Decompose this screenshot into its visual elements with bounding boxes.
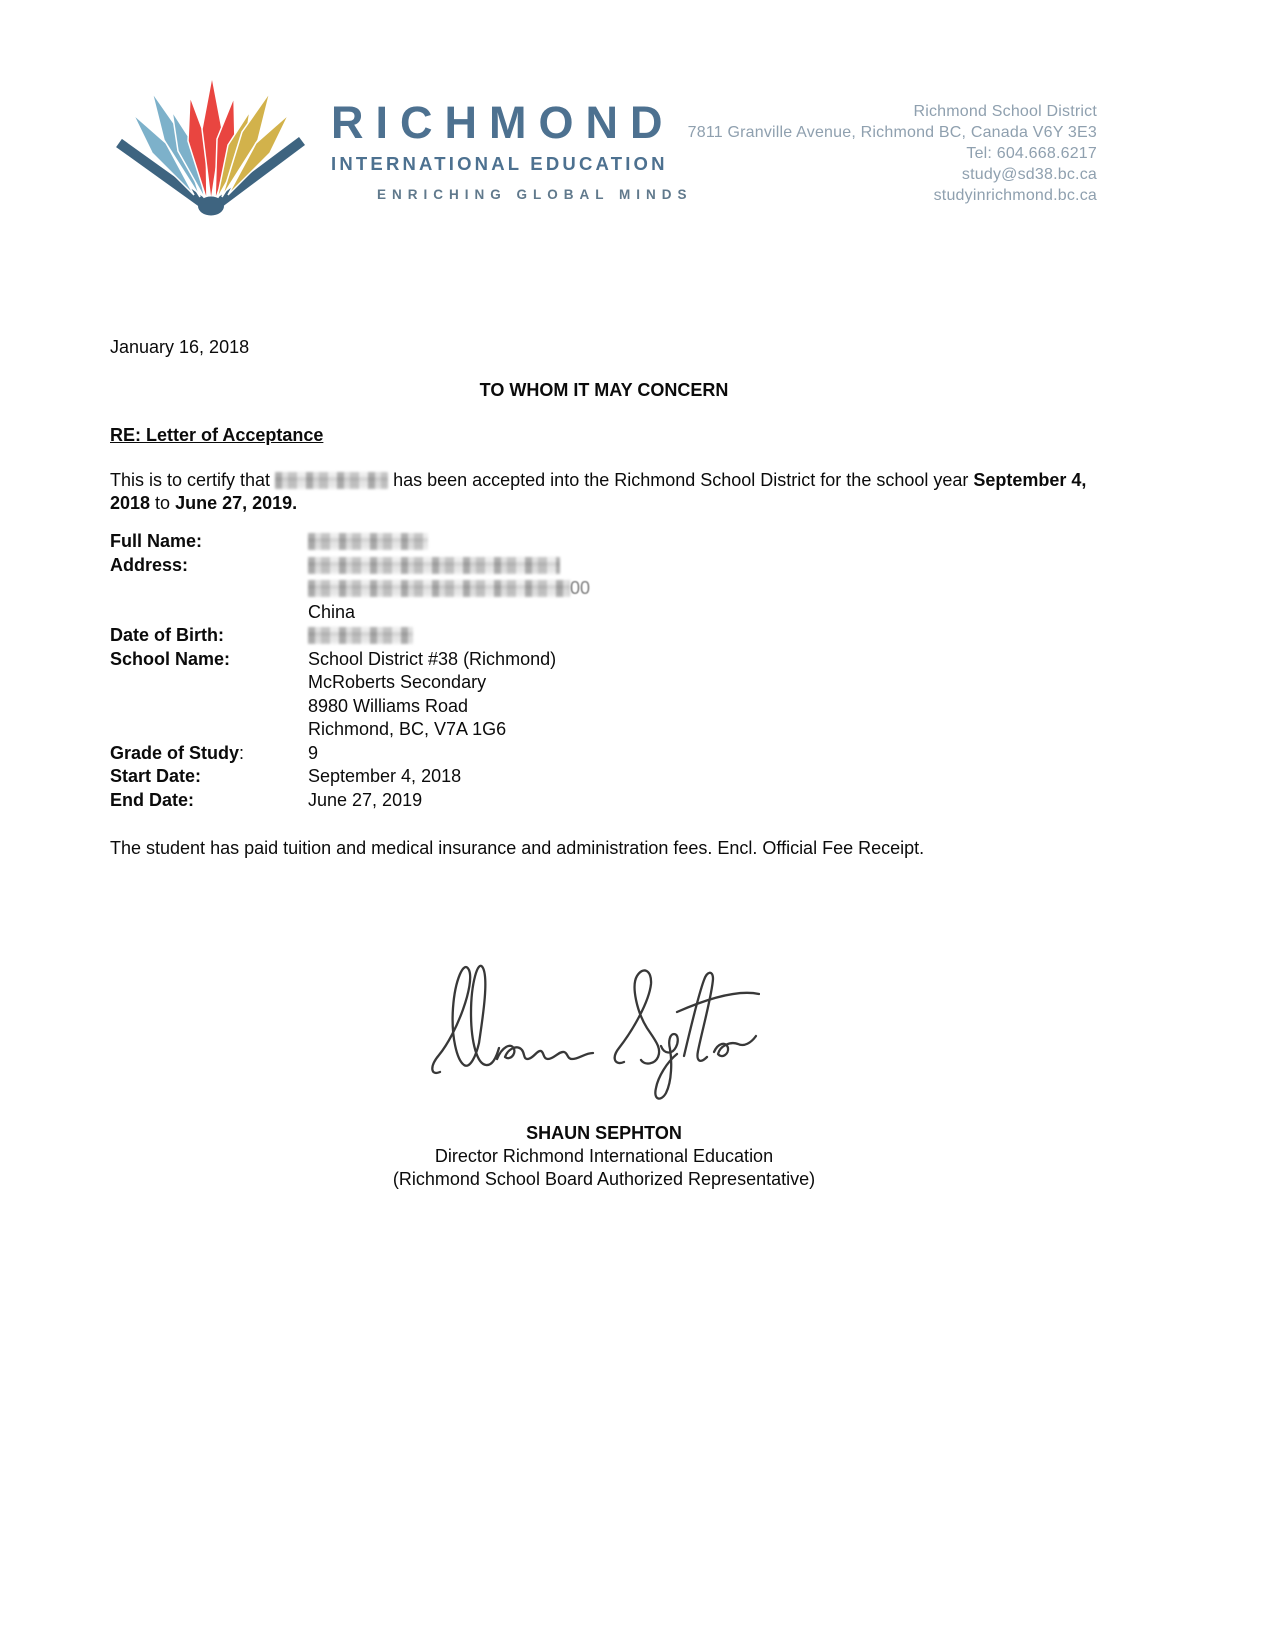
redacted-student-name <box>275 472 388 489</box>
signature-handwriting <box>430 951 760 1111</box>
letter-heading: TO WHOM IT MAY CONCERN <box>479 380 729 400</box>
intro-start-date: September 4, <box>973 470 1087 490</box>
closing-paragraph: The student has paid tuition and medical insurance and administration fees. Encl. Official Fee Receipt. <box>110 838 925 858</box>
field-value: September 4, 2018 <box>308 766 462 786</box>
logo-wordmark: RICHMOND <box>331 97 675 148</box>
address-line-2 <box>308 577 590 601</box>
address-line-1 <box>308 554 590 578</box>
school-name-line: McRoberts Secondary <box>308 672 487 692</box>
contact-email: study@sd38.bc.ca <box>961 166 1097 183</box>
field-value <box>308 648 556 742</box>
logo-wordmark-block <box>331 97 693 202</box>
intro-text: has been accepted into the Richmond School District for the school year <box>388 470 974 490</box>
field-label: Start Date: <box>110 766 202 786</box>
field-value: June 27, 2019 <box>308 789 423 810</box>
signatory-block <box>110 1122 1098 1191</box>
field-row-date-of-birth <box>110 624 1098 648</box>
field-row-start-date <box>110 765 1098 789</box>
intro-text: to <box>150 493 176 513</box>
intro-start-year: 2018 <box>110 493 151 513</box>
field-row-school-name <box>110 648 1098 742</box>
intro-end-date: June 27, 2019. <box>175 493 298 513</box>
school-street-line: 8980 Williams Road <box>308 695 469 716</box>
school-city-line: Richmond, BC, V7A 1G6 <box>308 719 507 739</box>
redacted-address-line <box>308 580 570 597</box>
field-label: Grade of Study: <box>110 742 245 763</box>
field-label: Full Name: <box>110 531 203 551</box>
signatory-title: Director Richmond International Education <box>434 1146 774 1166</box>
field-row-address <box>110 554 1098 625</box>
field-value <box>308 530 428 554</box>
field-value: 9 <box>308 742 319 763</box>
open-book-maple-leaf-logo-icon <box>106 56 316 226</box>
redacted-address-line <box>308 557 560 574</box>
field-row-full-name <box>110 530 1098 554</box>
letter-date: January 16, 2018 <box>110 337 250 357</box>
letter-subject: RE: Letter of Acceptance <box>110 425 324 445</box>
signatory-name: SHAUN SEPHTON <box>526 1123 682 1143</box>
field-label: Date of Birth: <box>110 625 224 645</box>
intro-paragraph <box>110 469 1098 515</box>
logo-tagline: ENRICHING GLOBAL MINDS <box>377 187 693 202</box>
address-line-3: China <box>308 601 356 622</box>
redacted-date-of-birth <box>308 627 413 644</box>
contact-org-name: Richmond School District <box>913 103 1097 120</box>
address-postal-suffix: 00 <box>570 578 591 598</box>
field-label: School Name: <box>110 648 231 669</box>
logo-subtitle: INTERNATIONAL EDUCATION <box>331 153 668 174</box>
school-district-line: School District #38 (Richmond) <box>308 648 557 669</box>
field-label: Address: <box>110 554 189 575</box>
contact-phone: Tel: 604.668.6217 <box>966 145 1097 162</box>
field-value <box>308 554 590 625</box>
letter-body <box>110 336 1098 1191</box>
field-row-grade-of-study <box>110 742 1098 766</box>
field-row-end-date <box>110 789 1098 813</box>
intro-text: This is to certify that <box>110 470 276 490</box>
contact-address: 7811 Granville Avenue, Richmond BC, Canada V6Y 3E3 <box>687 124 1097 141</box>
field-label: End Date: <box>110 789 195 810</box>
acceptance-details <box>110 530 1098 812</box>
signatory-organization: (Richmond School Board Authorized Representative) <box>392 1169 816 1189</box>
contact-block <box>688 101 1097 206</box>
field-value <box>308 624 413 648</box>
contact-website: studyinrichmond.bc.ca <box>933 187 1097 204</box>
redacted-full-name <box>308 533 428 550</box>
